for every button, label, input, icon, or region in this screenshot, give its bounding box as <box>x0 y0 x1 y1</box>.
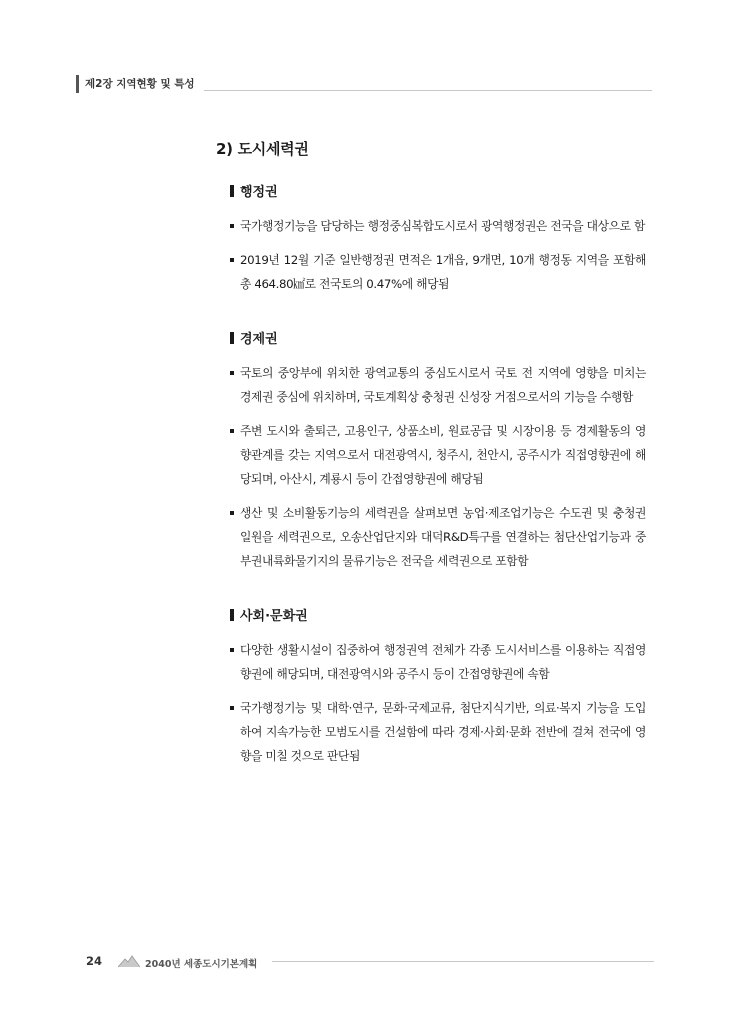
header-rule <box>204 90 652 91</box>
main-content <box>216 138 646 778</box>
mountain-logo-icon <box>118 954 140 968</box>
list-item <box>216 361 646 409</box>
header-bar <box>76 75 79 93</box>
bullet-icon <box>230 258 234 262</box>
footer-rule <box>272 961 654 962</box>
bullet-icon <box>230 371 234 375</box>
bullet-text: 주변 도시와 출퇴근, 고용인구, 상품소비, 원료공급 및 시장이용 등 경제활동의 영향관계를 갖는 지역으로서 대전광역시, 청주시, 천안시, 공주시가 직접영향권에 해당되며, 아산시, 계룡시 등이 간접영향권에 해당됨 <box>240 424 646 486</box>
bullet-icon <box>230 706 234 710</box>
bullet-icon <box>230 224 234 228</box>
bullet-text: 생산 및 소비활동기능의 세력권을 살펴보면 농업·제조업기능은 수도권 및 충청권 일원을 세력권으로, 오송산업단지와 대덕R&D특구를 연결하는 첨단산업기능과 중부권내륙화물기지의 물류기능은 전국을 세력권으로 포함함 <box>240 506 646 568</box>
subsection-title-text: 사회·문화권 <box>240 609 308 624</box>
list-item <box>216 501 646 573</box>
list-item <box>216 248 646 296</box>
subsection-title-text: 행정권 <box>240 185 278 200</box>
chapter-title: 제2장 지역현황 및 특성 <box>85 78 195 90</box>
subsection-title <box>230 181 646 200</box>
page-footer <box>86 954 654 974</box>
list-item <box>216 214 646 238</box>
list-item <box>216 638 646 686</box>
bullet-icon <box>230 511 234 515</box>
bullet-text: 다양한 생활시설이 집중하여 행정권역 전체가 각종 도시서비스를 이용하는 직접영향권에 해당되며, 대전광역시와 공주시 등이 간접영향권에 속함 <box>240 643 646 681</box>
square-marker-icon <box>230 185 234 197</box>
subsection-economic <box>216 328 646 573</box>
bullet-text: 국가행정기능 및 대학·연구, 문화·국제교류, 첨단지식기반, 의료·복지 기능을 도입하여 지속가능한 모범도시를 건설함에 따라 경제·사회·문화 전반에 걸쳐 전국에 영향을 미칠 것으로 판단됨 <box>240 701 646 763</box>
list-item <box>216 419 646 491</box>
bullet-list <box>216 638 646 768</box>
subsection-title <box>230 328 646 347</box>
square-marker-icon <box>230 609 234 621</box>
subsection-administrative <box>216 181 646 296</box>
bullet-list <box>216 214 646 296</box>
bullet-text: 국가행정기능을 담당하는 행정중심복합도시로서 광역행정권은 전국을 대상으로 함 <box>240 219 645 233</box>
running-header <box>76 75 652 93</box>
list-item <box>216 696 646 768</box>
subsection-social-cultural <box>216 605 646 768</box>
bullet-text: 국토의 중앙부에 위치한 광역교통의 중심도시로서 국토 전 지역에 영향을 미치는 경제권 중심에 위치하며, 국토계획상 충청권 신성장 거점으로서의 기능을 수행함 <box>240 366 646 404</box>
subsection-title <box>230 605 646 624</box>
bullet-text: 2019년 12월 기준 일반행정권 면적은 1개읍, 9개면, 10개 행정동 지역을 포함해 총 464.80㎢로 전국토의 0.47%에 해당됨 <box>240 253 646 291</box>
page-number: 24 <box>86 954 103 968</box>
document-title: 2040년 세종도시기본계획 <box>145 959 258 970</box>
bullet-icon <box>230 648 234 652</box>
bullet-icon <box>230 429 234 433</box>
bullet-list <box>216 361 646 573</box>
subsection-title-text: 경제권 <box>240 332 278 347</box>
square-marker-icon <box>230 332 234 344</box>
section-title: 2) 도시세력권 <box>216 140 309 158</box>
